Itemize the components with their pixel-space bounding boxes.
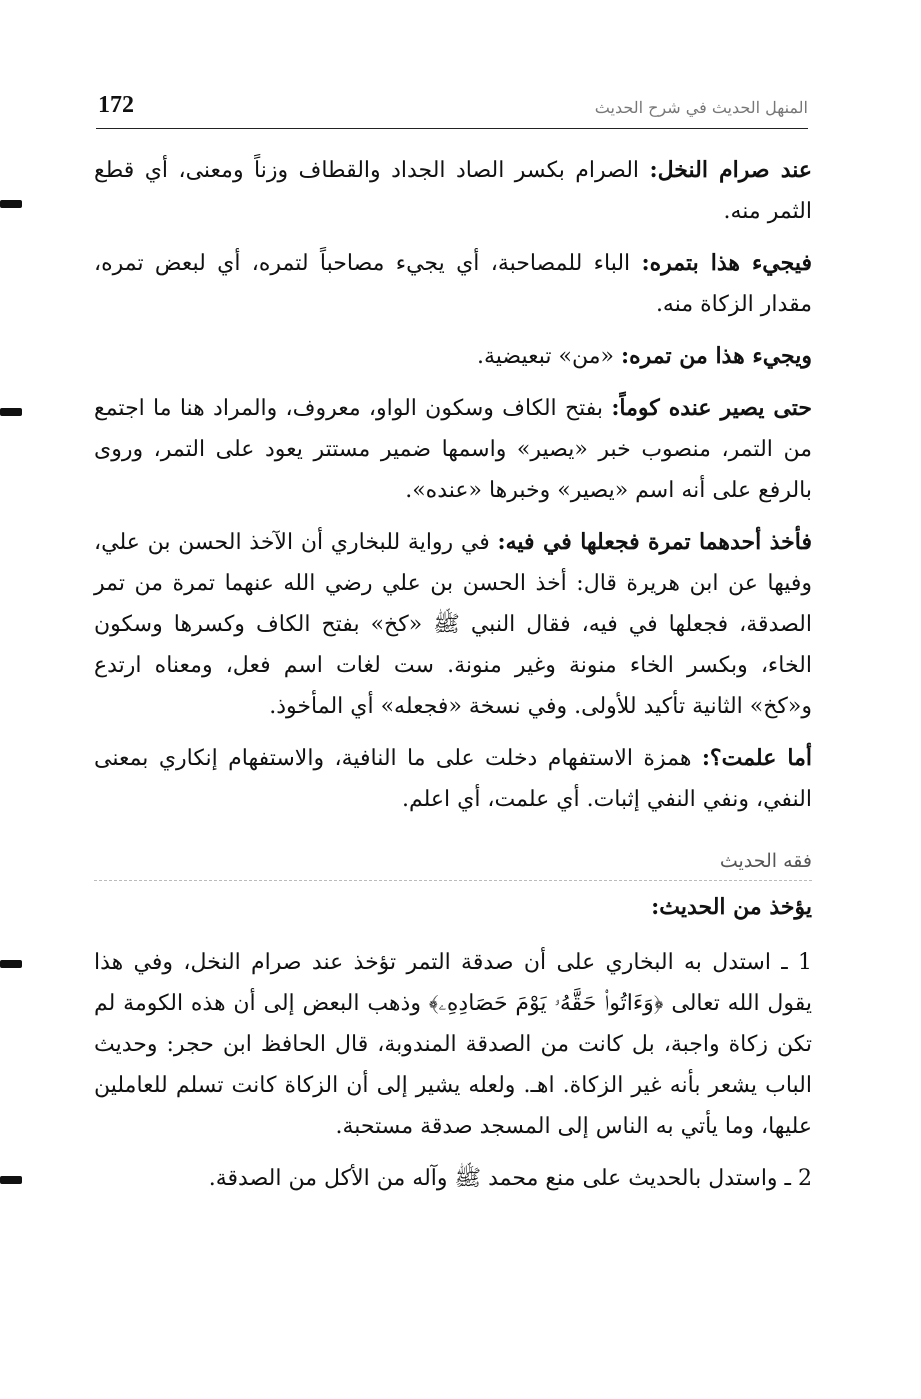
binding-mark xyxy=(0,1176,22,1184)
binding-mark xyxy=(0,408,22,416)
entry-text: الباء للمصاحبة، أي يجيء مصاحباً لتمره، أي لبعض تمره، مقدار الزكاة منه. xyxy=(94,251,812,317)
running-title: المنهل الحديث في شرح الحديث xyxy=(594,98,808,117)
entry-text: «من» تبعيضية. xyxy=(477,344,621,369)
binding-mark xyxy=(0,200,22,208)
entry-paragraph xyxy=(94,522,812,727)
page-header xyxy=(96,92,808,129)
point-paragraph: 2 ـ واستدل بالحديث على منع محمد ﷺ وآله من الأكل من الصدقة. xyxy=(208,1166,812,1191)
page-number: 172 xyxy=(98,92,134,118)
entry-text: في رواية للبخاري أن الآخذ الحسن بن علي، وفيها عن ابن هريرة قال: أخذ الحسن بن علي رضي الله عنهما تمرة من تمر الصدقة، فجعلها في فيه، فقال النبي ﷺ «كخ» بفتح الكاف وكسرها وسكون الخاء، وبكسر الخاء منونة وغير منونة. ست لغات اسم فعل، ومعناه ارتدع و«كخ» الثانية تأكيد للأولى. وفي نسخة «فجعله» أي المأخوذ. xyxy=(94,530,812,719)
entry-text: الصرام بكسر الصاد الجداد والقطاف وزناً ومعنى، أي قطع الثمر منه. xyxy=(94,158,812,224)
entry-term: عند صرام النخل: xyxy=(649,157,813,183)
binding-mark xyxy=(0,960,22,968)
entry-paragraph xyxy=(94,336,812,377)
entry-term: فأخذ أحدهما تمرة فجعلها في فيه: xyxy=(497,529,812,555)
subheading: يؤخذ من الحديث: xyxy=(651,894,812,920)
entry-paragraph xyxy=(94,150,812,232)
section-title: فقه الحديث xyxy=(94,844,812,881)
entry-term: أما علمت؟: xyxy=(701,745,812,771)
entry-term: حتى يصير عنده كوماً: xyxy=(611,395,812,421)
entry-text: همزة الاستفهام دخلت على ما النافية، والاستفهام إنكاري بمعنى النفي، ونفي النفي إثبات. أي علمت، أي اعلم. xyxy=(94,746,812,812)
entry-term: ويجيء هذا من تمره: xyxy=(620,343,812,369)
entry-text: بفتح الكاف وسكون الواو، معروف، والمراد هنا ما اجتمع من التمر، منصوب خبر «يصير» واسمها ضمير مستتر يعود على التمر، وروى بالرفع على أنه اسم «يصير» وخبرها «عنده». xyxy=(94,396,812,503)
entry-paragraph xyxy=(94,243,812,325)
point-paragraph: 1 ـ استدل به البخاري على أن صدقة التمر تؤخذ عند صرام النخل، وفي هذا يقول الله تعالى ﴿وَءَاتُوا۟ حَقَّهُۥ يَوْمَ حَصَادِهِۦ﴾ وذهب البعض إلى أن هذه الكومة لم تكن زكاة واجبة، بل كانت من الصدقة المندوبة، قال الحافظ ابن حجر: وحديث الباب يشعر بأنه غير الزكاة. اهـ. ولعله يشير إلى أن الزكاة كانت تسلم للعاملين عليها، وما يأتي به الناس إلى المسجد صدقة مستحبة. xyxy=(94,950,812,1139)
binding-marks xyxy=(0,0,40,1399)
page-content xyxy=(94,150,812,1210)
entry-paragraph xyxy=(94,738,812,820)
entry-term: فيجيء هذا بتمره: xyxy=(641,250,812,276)
entry-paragraph xyxy=(94,388,812,511)
